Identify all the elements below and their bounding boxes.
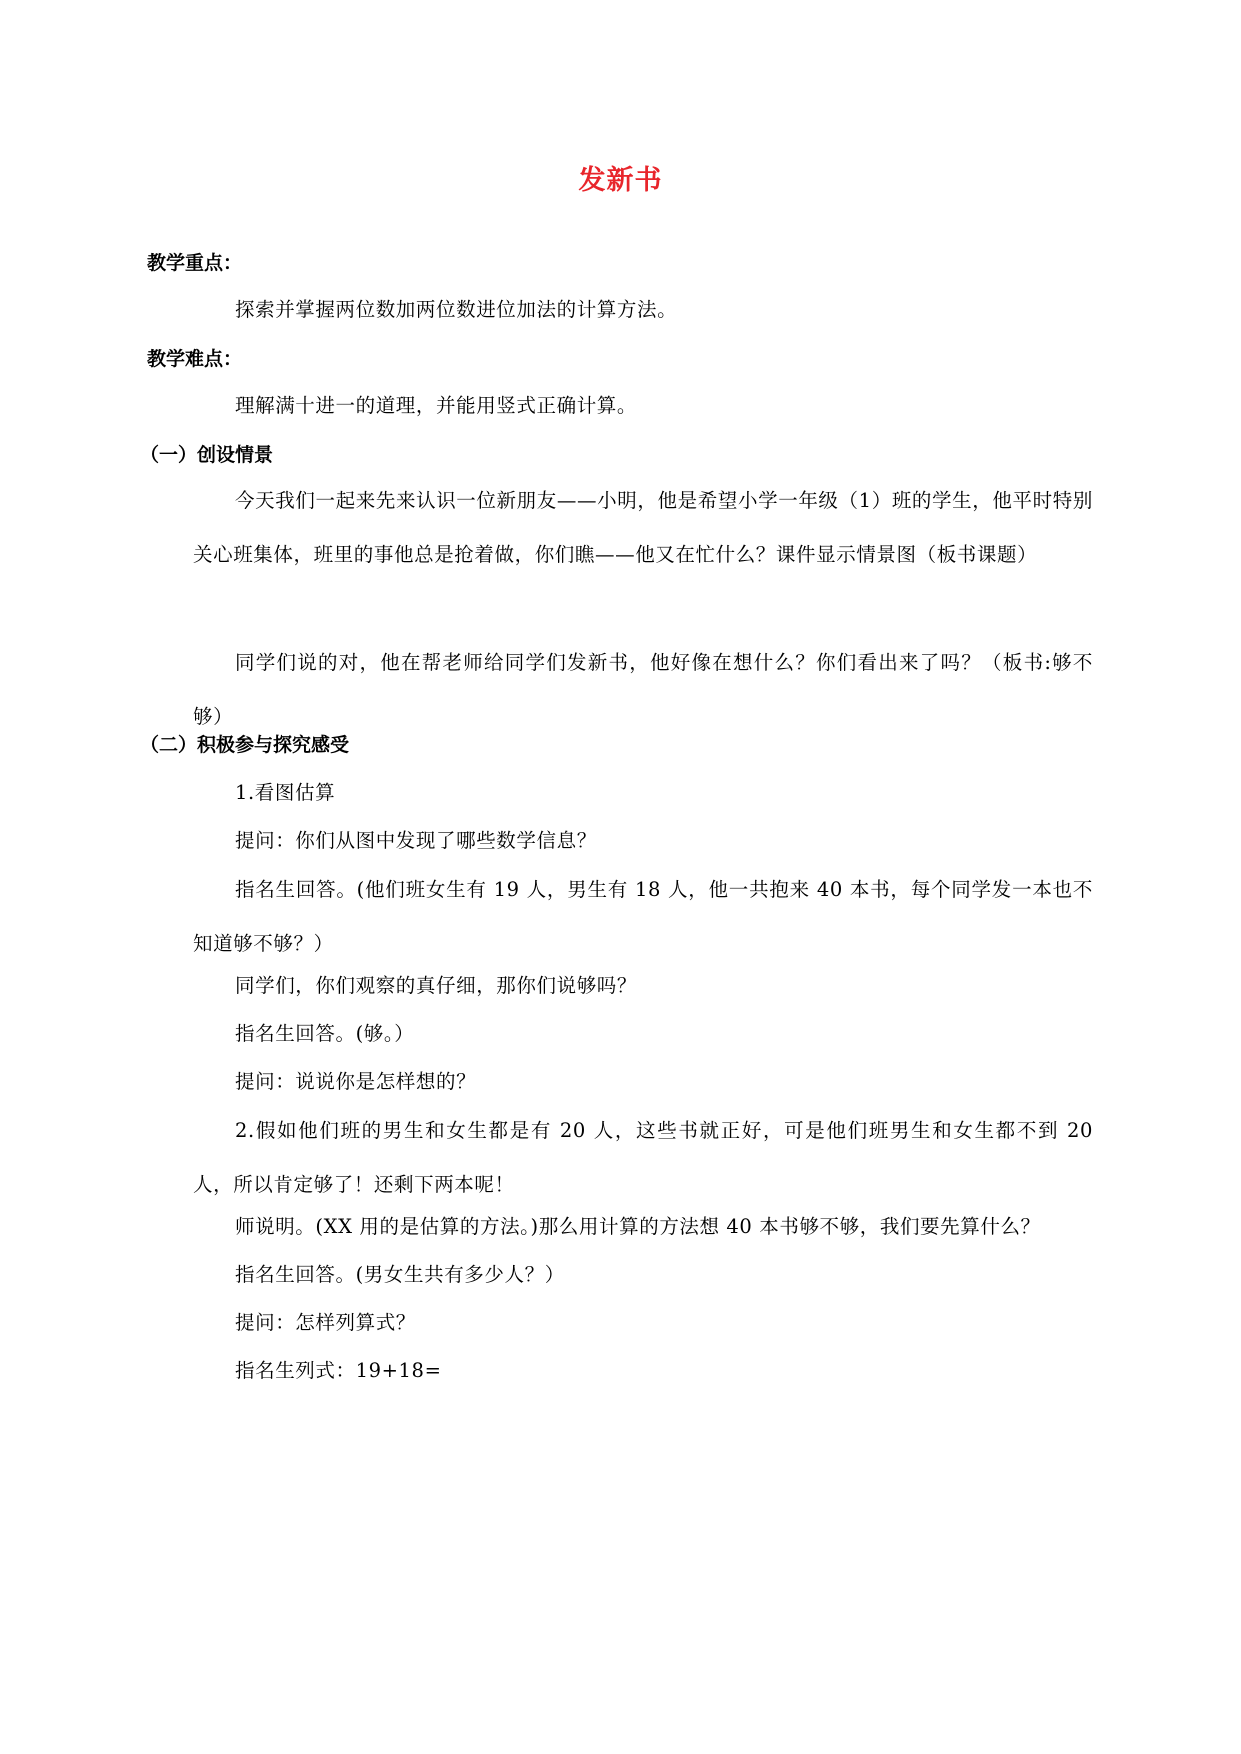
part1-heading: （一）创设情景 — [140, 444, 274, 466]
difficulty-label: 教学难点： — [147, 348, 243, 370]
answer-paragraph-1: 指名生回答。(他们班女生有 19 人，男生有 18 人，他一共抱来 40 本书，每个同学发一本也不知道够不够？） — [193, 878, 1093, 955]
step-2-paragraph: 2.假如他们班的男生和女生都是有 20 人，这些书就正好，可是他们班男生和女生都不到 20 人，所以肯定够了！还剩下两本呢！ — [193, 1119, 1093, 1196]
teacher-line-2: 师说明。(XX 用的是估算的方法。)那么用计算的方法想 40 本书够不够，我们要先算什么？ — [235, 1215, 1041, 1238]
equation-line: 指名生列式：19+18= — [235, 1359, 442, 1382]
teacher-line-1: 同学们，你们观察的真仔细，那你们说够吗？ — [235, 974, 638, 997]
part1-paragraph-1: 今天我们一起来先来认识一位新朋友——小明，他是希望小学一年级（1）班的学生，他平时特别关心班集体，班里的事他总是抢着做，你们瞧——他又在忙什么？课件显示情景图（板书课题） — [193, 489, 1093, 566]
key-point-label: 教学重点： — [147, 252, 243, 274]
difficulty-text: 理解满十进一的道理，并能用竖式正确计算。 — [235, 394, 638, 417]
question-line-2: 提问：说说你是怎样想的？ — [235, 1070, 477, 1093]
part2-heading: （二）积极参与探究感受 — [140, 734, 350, 756]
answer-line-1: 指名生回答。(够。） — [235, 1022, 415, 1045]
step-1-line: 1.看图估算 — [235, 781, 336, 804]
answer-line-2: 指名生回答。(男女生共有多少人？） — [235, 1263, 565, 1286]
document-title: 发新书 — [578, 165, 663, 196]
question-line-1: 提问：你们从图中发现了哪些数学信息？ — [235, 829, 597, 852]
part1-paragraph-2: 同学们说的对，他在帮老师给同学们发新书，他好像在想什么？你们看出来了吗？（板书:够不够） — [193, 651, 1093, 728]
key-point-text: 探索并掌握两位数加两位数进位加法的计算方法。 — [235, 298, 678, 321]
question-line-3: 提问：怎样列算式？ — [235, 1311, 416, 1334]
